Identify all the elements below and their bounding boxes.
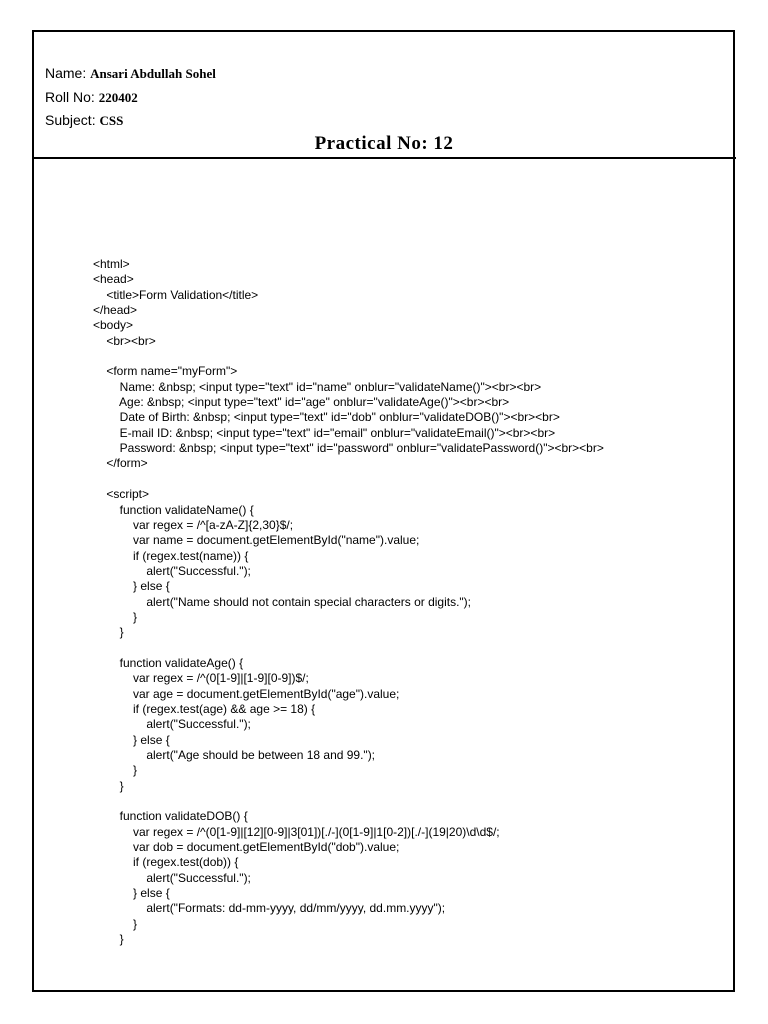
code-line: alert("Name should not contain special characters or digits.");	[93, 594, 472, 609]
code-line: </form>	[93, 456, 148, 471]
code-line: } else {	[93, 886, 170, 901]
code-line: if (regex.test(age) && age >= 18) {	[93, 701, 316, 716]
code-line: Name: &nbsp; <input type="text" id="name" onblur="validateName()"><br><br>	[93, 379, 542, 394]
code-line: }	[93, 932, 124, 947]
code-line: var dob = document.getElementById("dob").value;	[93, 840, 400, 855]
code-line: }	[93, 916, 138, 931]
code-line: var name = document.getElementById("name").value;	[93, 533, 420, 548]
code-line: Date of Birth: &nbsp; <input type="text" id="dob" onblur="validateDOB()"><br><br>	[93, 410, 560, 425]
code-line: <br><br>	[93, 333, 156, 348]
code-line: function validateName() {	[93, 502, 254, 517]
name-value: Ansari Abdullah Sohel	[90, 66, 216, 81]
code-line: var regex = /^[a-zA-Z]{2,30}$/;	[93, 517, 294, 532]
code-line: var age = document.getElementById("age").value;	[93, 686, 400, 701]
code-line: }	[93, 763, 138, 778]
code-line	[93, 349, 723, 364]
header-divider	[33, 157, 736, 159]
code-line: var regex = /^(0[1-9]|[12][0-9]|3[01])[./-](0[1-9]|1[0-2])[./-](19|20)\d\d$/;	[93, 824, 500, 839]
code-line: <body>	[93, 318, 134, 333]
code-line: if (regex.test(dob)) {	[93, 855, 239, 870]
subject-value: CSS	[99, 113, 124, 128]
code-line: var regex = /^(0[1-9]|[1-9][0-9])$/;	[93, 671, 309, 686]
code-line: } else {	[93, 732, 170, 747]
code-line: <title>Form Validation</title>	[93, 287, 259, 302]
roll-value: 220402	[98, 90, 138, 105]
code-line: alert("Successful.");	[93, 563, 251, 578]
code-listing	[93, 257, 723, 947]
code-line: alert("Age should be between 18 and 99.");	[93, 748, 376, 762]
code-line: function validateDOB() {	[93, 809, 248, 824]
practical-title: Practical No: 12	[314, 133, 454, 154]
code-line: } else {	[93, 579, 170, 594]
subject-label: Subject:	[45, 112, 96, 128]
code-line: Password: &nbsp; <input type="text" id="password" onblur="validatePassword()"><br><br>	[93, 441, 604, 456]
name-label: Name:	[45, 65, 87, 81]
student-name	[45, 64, 216, 83]
code-line: alert("Formats: dd-mm-yyyy, dd/mm/yyyy, dd.mm.yyyy");	[93, 901, 446, 916]
code-line: <script>	[93, 487, 150, 502]
code-line: alert("Successful.");	[93, 870, 251, 885]
code-line: E-mail ID: &nbsp; <input type="text" id="email" onblur="validateEmail()"><br><br>	[93, 425, 556, 440]
code-line: <form name="myForm">	[93, 364, 238, 379]
code-line: </head>	[93, 303, 138, 318]
code-line: }	[93, 778, 124, 793]
code-line	[93, 472, 723, 487]
code-line: Age: &nbsp; <input type="text" id="age" onblur="validateAge()"><br><br>	[93, 395, 510, 410]
code-line: <html>	[93, 257, 130, 271]
code-line: }	[93, 609, 138, 624]
code-line: }	[93, 625, 124, 640]
code-line	[93, 641, 723, 656]
roll-number	[45, 88, 138, 107]
code-line: if (regex.test(name)) {	[93, 548, 249, 563]
code-line: <head>	[93, 272, 134, 287]
roll-label: Roll No:	[45, 89, 95, 105]
code-line: alert("Successful.");	[93, 717, 251, 732]
code-line: function validateAge() {	[93, 655, 244, 670]
subject	[45, 111, 123, 130]
code-line	[93, 794, 723, 809]
